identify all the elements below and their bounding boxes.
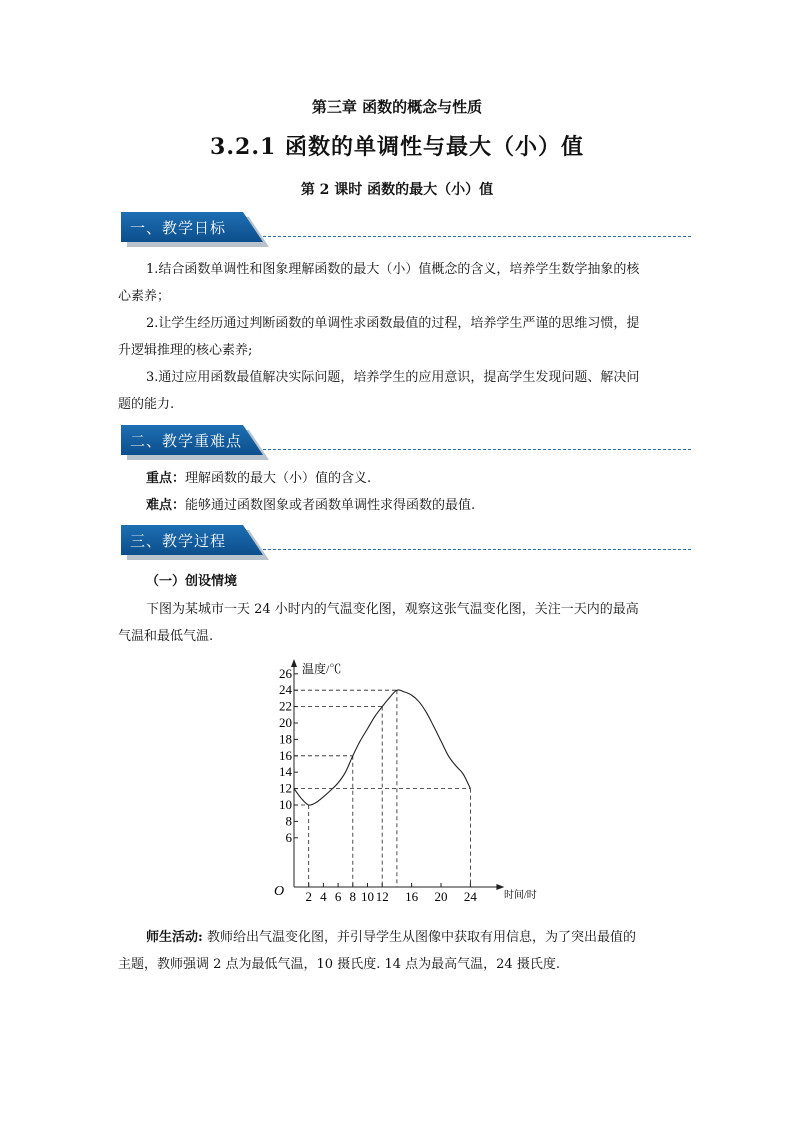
x-tick-label: 20 [434,889,448,904]
objective-text: 心素养； [118,289,171,304]
y-tick-label: 16 [279,747,292,763]
x-tick-label: 12 [375,889,389,904]
x-tick-label: 10 [361,889,374,904]
objective-2 [118,310,678,364]
objective-text: 题的能力. [118,397,175,412]
x-tick-label: 24 [463,889,477,904]
y-tick-label: 18 [279,731,292,747]
x-tick-label: 6 [334,889,342,904]
y-tick-label: 22 [279,698,292,714]
x-axis-label: 时间/时 [504,890,537,901]
x-tick-label: 2 [305,889,312,904]
y-axis-label: 温度/℃ [302,662,342,676]
page-title: 3.2.1 函数的单调性与最大（小）值 [210,134,584,160]
subheading-line [118,568,678,595]
temperature-chart [268,655,548,905]
lesson-subtitle: 第 2 课时 函数的最大（小）值 [300,182,494,198]
y-tick-label: 6 [285,829,292,845]
y-tick-label: 24 [279,682,292,698]
section-label: 一、教学日标 [130,219,227,237]
intro-text: 下图为某城市一天 24 小时内的气温变化图，观察这张气温变化图，关注一天内的最高 [146,602,639,617]
objective-text: 2.让学生经历通过判断函数的单调性求函数最值的过程，培养学生严谨的思维习惯，提 [146,316,640,331]
activity-label: 师生活动: [146,930,203,945]
section-header-process [121,525,691,555]
activity-text: 主题，教师强调 2 点为最低气温，10 摄氏度. 14 点为最高气温，24 摄氏度. [118,957,560,972]
activity-text: 教师给出气温变化图，并引导学生从图像中获取有用信息，为了突出最值的 [202,930,636,945]
section-header-objectives [121,212,691,242]
y-tick-label: 26 [279,665,292,681]
y-tick-label: 12 [279,780,292,796]
origin-label: O [274,884,285,899]
section-divider [263,449,691,450]
temperature-curve [294,690,470,805]
objective-text: 升逻辑推理的核心素养; [118,343,253,358]
difficulty-text: 能够通过函数图象或者函数单调性求得函数的最值. [185,498,476,513]
difficulty-label: 难点： [146,498,186,513]
process-subheading: （一）创设情境 [146,574,238,589]
y-tick-label: 20 [279,715,292,730]
difficulty-line [118,492,678,519]
y-tick-label: 8 [285,813,292,829]
section-divider [263,236,691,237]
section-label: 三、教学过程 [130,532,227,550]
y-tick-label: 14 [279,764,292,780]
x-tick-label: 8 [349,889,357,904]
focus-label: 重点： [146,471,186,486]
focus-text: 理解函数的最大（小）值的含义. [185,471,372,486]
y-tick-label: 10 [279,797,292,812]
section-label: 二、教学重难点 [130,432,243,450]
chapter-heading: 第三章 函数的概念与性质 [311,98,483,116]
intro-paragraph [118,596,678,650]
objective-1 [118,256,678,310]
objective-3 [118,364,678,418]
intro-text: 气温和最低气温. [118,629,214,644]
x-tick-label: 16 [405,889,419,904]
focus-line [118,465,678,492]
x-tick-label: 4 [320,889,327,904]
section-divider [263,549,691,550]
objective-text: 1.结合函数单调性和图象理解函数的最大（小）值概念的含义，培养学生数学抽象的核 [146,262,640,277]
objective-text: 3.通过应用函数最值解决实际问题，培养学生的应用意识，提高学生发现问题、解决问 [146,370,640,385]
activity-paragraph [118,924,678,978]
section-header-keypoints [121,425,691,455]
